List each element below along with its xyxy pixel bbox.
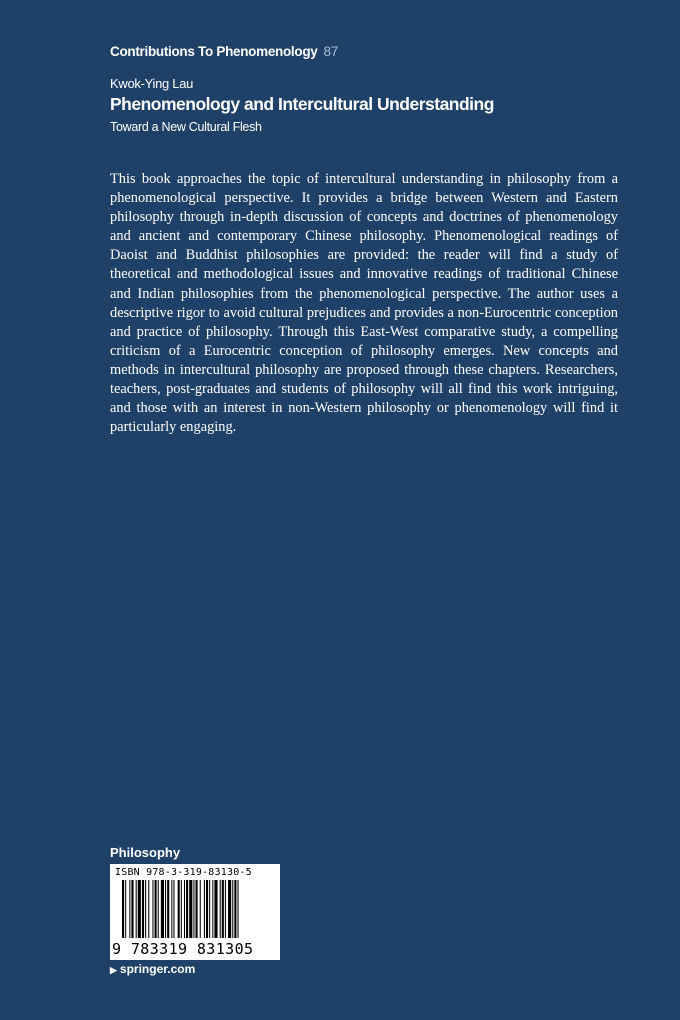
barcode-bar xyxy=(148,880,149,938)
series-line xyxy=(110,44,338,59)
book-subtitle: Toward a New Cultural Flesh xyxy=(110,120,262,134)
series-name: Contributions To Phenomenology xyxy=(110,44,318,59)
publisher-url: springer.com xyxy=(119,962,196,976)
barcode-bar xyxy=(232,880,233,938)
series-number: 87 xyxy=(323,44,338,59)
barcode-bars xyxy=(122,880,272,940)
barcode-bar xyxy=(129,880,130,938)
barcode-bar xyxy=(200,880,201,938)
barcode-bar xyxy=(222,880,224,938)
barcode-bar xyxy=(186,880,188,938)
barcode-bar xyxy=(161,880,164,938)
barcode-bar xyxy=(142,880,144,938)
barcode-bar xyxy=(131,880,133,938)
subject-label: Philosophy xyxy=(110,845,181,860)
barcode-bar xyxy=(212,880,213,938)
barcode-bar xyxy=(171,880,172,938)
barcode-bar xyxy=(193,880,194,938)
barcode-bar xyxy=(238,880,239,938)
barcode-bar xyxy=(206,880,208,938)
barcode-bar xyxy=(189,880,192,938)
barcode-bar xyxy=(167,880,169,938)
barcode-bar xyxy=(152,880,153,938)
barcode-bar xyxy=(209,880,210,938)
barcode-bar xyxy=(214,880,217,938)
barcode-bar xyxy=(165,880,166,938)
barcode-digits: 9 783319 831305 xyxy=(112,940,254,958)
barcode-bar xyxy=(122,880,124,938)
arrow-right-icon: ▶ xyxy=(110,965,117,975)
barcode-bar xyxy=(136,880,137,938)
barcode-bar xyxy=(125,880,126,938)
barcode-bar xyxy=(158,880,159,938)
barcode-bar xyxy=(196,880,198,938)
barcode-bar xyxy=(234,880,236,938)
barcode-bar xyxy=(145,880,146,938)
barcode xyxy=(110,864,280,960)
barcode-bar xyxy=(220,880,221,938)
isbn-label: ISBN 978-3-319-83130-5 xyxy=(115,867,252,878)
barcode-bar xyxy=(184,880,185,938)
barcode-bar xyxy=(155,880,157,938)
barcode-bar xyxy=(178,880,180,938)
publisher-link[interactable] xyxy=(110,962,195,976)
barcode-bar xyxy=(204,880,205,938)
blurb-text: This book approaches the topic of intercultural understanding in philosophy from a phenomenological perspective. It provides a bridge between Western and Eastern philosophy through in-depth discussion of concepts and doctrines of phenomenology and ancient and contemporary Chinese philosophy. Phenomenological readings of Daoist and Buddhist philosophies are provided: the reader will find a study of theoretical and methodological issues and innovative readings of traditional Chinese and Indian philosophies from the phenomenological perspective. The author uses a descriptive rigor to avoid cultural prejudices and provides a non-Eurocentric conception and practice of philosophy. Through this East-West comparative study, a compelling criticism of a Eurocentric conception of philosophy emerges. New concepts and methods in intercultural philosophy are proposed through these chapters. Researchers, teachers, post-graduates and students of philosophy will all find this work intriguing, and those with an interest in non-Western philosophy or phenomenology will find it particularly engaging. xyxy=(110,171,618,436)
barcode-bar xyxy=(181,880,182,938)
barcode-bar xyxy=(225,880,226,938)
author-name: Kwok-Ying Lau xyxy=(110,76,194,91)
barcode-bar xyxy=(173,880,174,938)
barcode-bar xyxy=(228,880,231,938)
book-title: Phenomenology and Intercultural Understanding xyxy=(110,94,494,114)
barcode-bar xyxy=(138,880,141,938)
